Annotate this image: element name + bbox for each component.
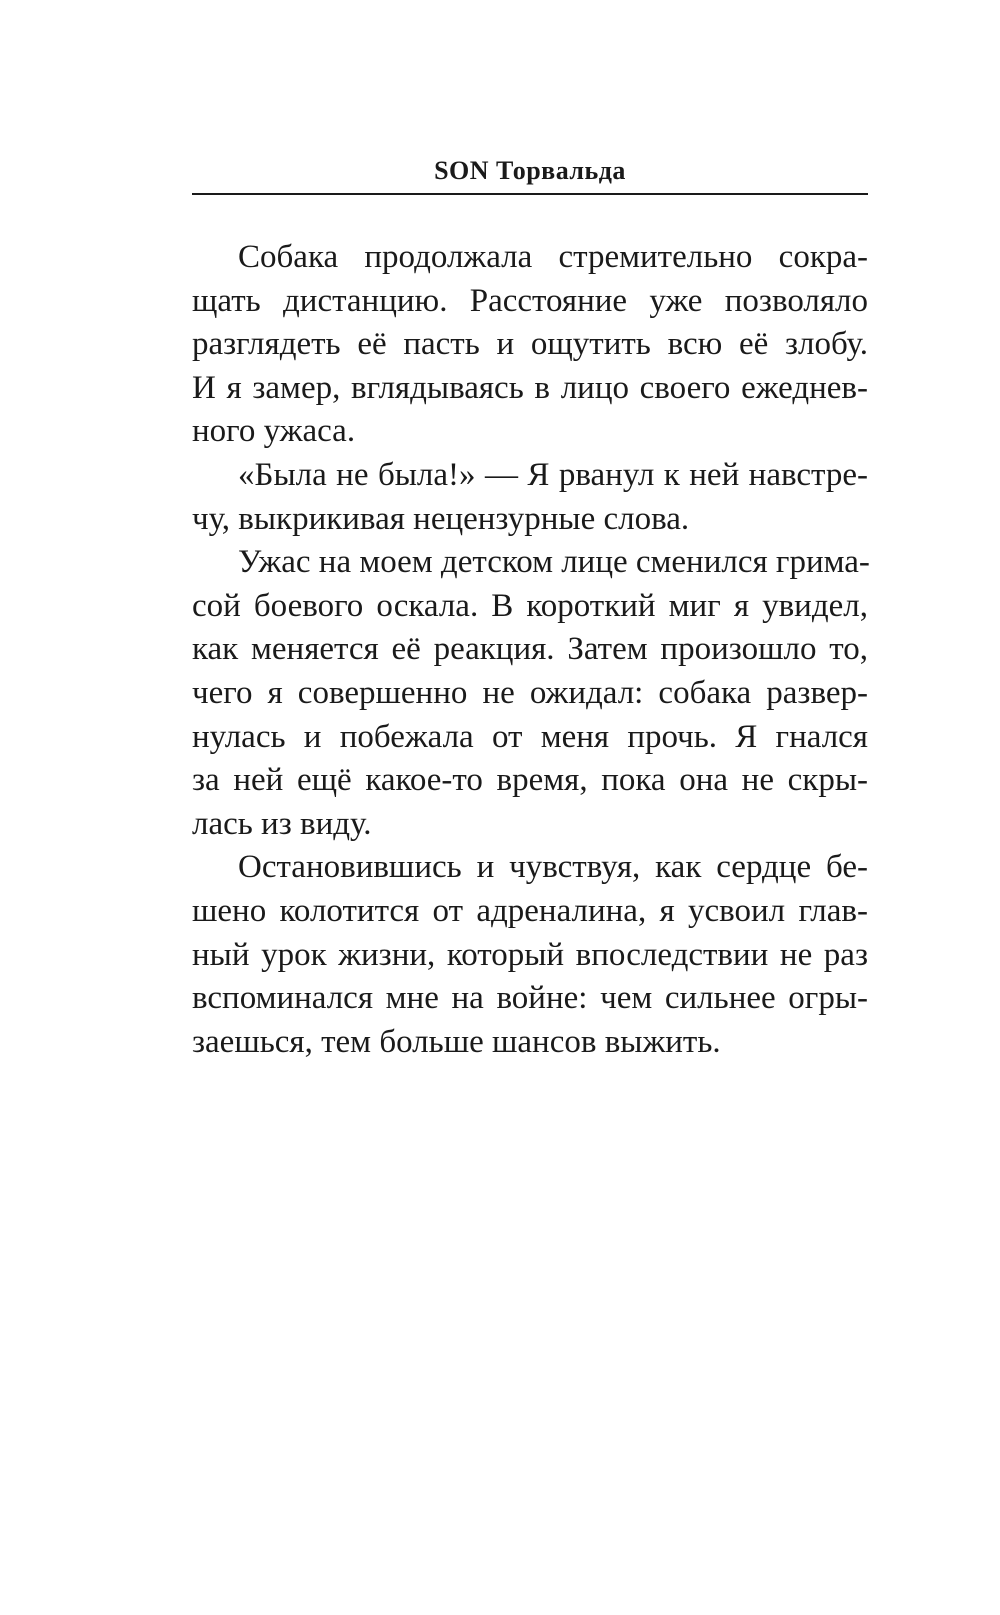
text-line: Собака продолжала стремительно сокра- — [238, 239, 868, 275]
text-line: за ней ещё какое-то время, пока она не скры- — [192, 762, 868, 799]
text-line: чу, выкрикивая нецензурные слова. — [192, 500, 690, 537]
text-line: шено колотится от адреналина, я усвоил глав- — [192, 892, 868, 929]
paragraph — [192, 541, 868, 846]
text-line: вспоминался мне на войне: чем сильнее огры- — [192, 980, 868, 1017]
text-line: лась из виду. — [192, 805, 372, 842]
paragraph — [192, 846, 868, 1064]
text-line: Ужас на моем детском лице сменился грима- — [238, 544, 870, 581]
text-line: щать дистанцию. Расстояние уже позволяло — [192, 282, 868, 319]
text-line: как меняется её реакция. Затем произошло то, — [192, 631, 868, 668]
text-line: сой боевого оскала. В короткий миг я увидел, — [192, 587, 868, 624]
text-line: ного ужаса. — [192, 413, 356, 450]
text-line: И я замер, вглядываясь в лицо своего ежеднев- — [192, 369, 868, 406]
text-line: разглядеть её пасть и ощутить всю её злобу. — [192, 326, 868, 363]
paragraph — [192, 454, 868, 541]
text-line: Остановившись и чувствуя, как сердце бе- — [238, 849, 868, 886]
text-line: заешься, тем больше шансов выжить. — [192, 1023, 721, 1060]
text-line: ный урок жизни, который впоследствии не раз — [192, 936, 868, 973]
text-line: «Была не была!» — Я рванул к ней навстре- — [238, 456, 868, 493]
header-rule — [192, 193, 868, 195]
text-line: нулась и побежала от меня прочь. Я гнался — [192, 718, 868, 755]
running-head: SON Торвальда — [434, 156, 626, 185]
paragraph — [192, 236, 868, 454]
body-text — [192, 236, 868, 1064]
text-line: чего я совершенно не ожидал: собака развер- — [192, 674, 868, 711]
